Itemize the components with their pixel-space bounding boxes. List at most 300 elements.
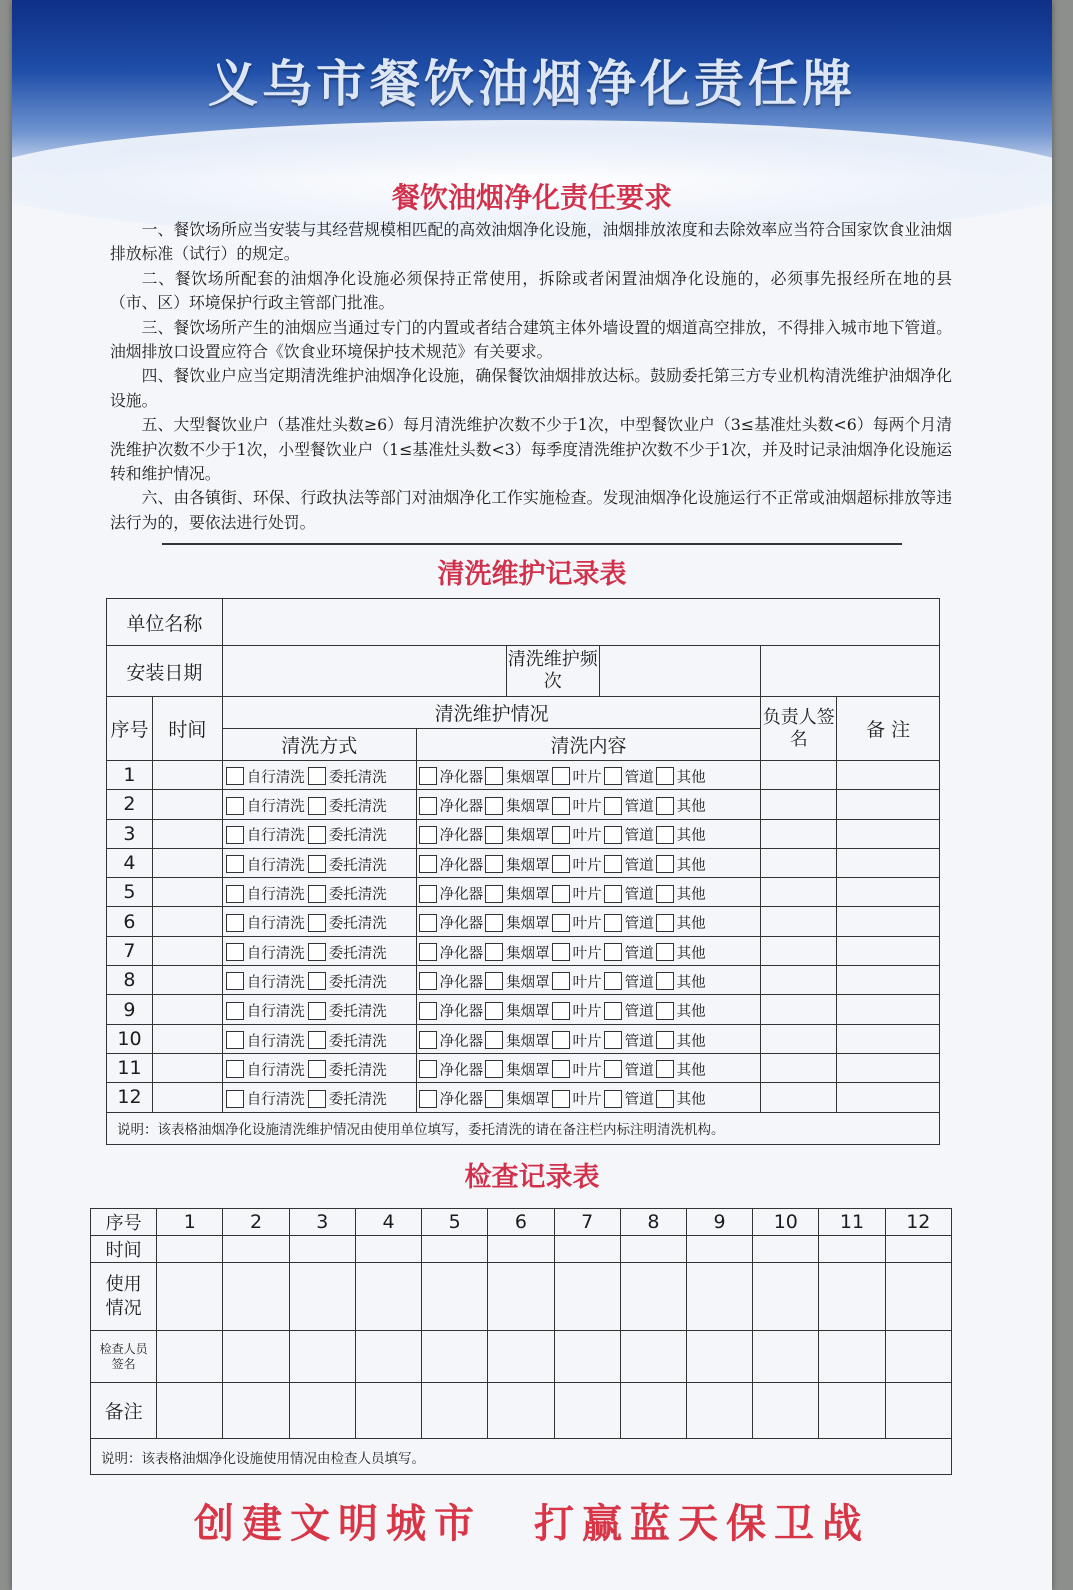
content-option[interactable] <box>604 854 654 875</box>
inspection-field[interactable] <box>488 1263 554 1331</box>
option-label: 其他 <box>676 1033 706 1050</box>
method-option[interactable] <box>308 1059 387 1080</box>
checkbox[interactable] <box>308 1031 326 1049</box>
inspection-field[interactable] <box>289 1383 355 1439</box>
checkbox[interactable] <box>226 1002 244 1020</box>
inspection-field[interactable] <box>885 1331 951 1383</box>
row-content-cell <box>416 1024 761 1053</box>
install-date-field[interactable] <box>223 646 507 696</box>
content-option[interactable] <box>419 795 484 816</box>
option-label: 其他 <box>676 1092 706 1109</box>
checkbox[interactable] <box>419 885 437 903</box>
row-responsible-field[interactable] <box>761 878 837 907</box>
checkbox[interactable] <box>419 1002 437 1020</box>
option-label: 自行清洗 <box>246 1033 305 1050</box>
method-option[interactable] <box>226 942 305 963</box>
row-content-cell <box>416 966 761 995</box>
content-option[interactable] <box>419 883 484 904</box>
content-option[interactable] <box>485 1000 550 1021</box>
content-option[interactable] <box>656 942 706 963</box>
content-option[interactable] <box>419 1000 484 1021</box>
content-option[interactable] <box>656 795 706 816</box>
row-responsible-field[interactable] <box>761 936 837 965</box>
content-option[interactable] <box>552 942 602 963</box>
inspection-field[interactable] <box>355 1236 421 1263</box>
method-option[interactable] <box>226 795 305 816</box>
checkbox[interactable] <box>419 855 437 873</box>
inspection-field[interactable] <box>157 1383 223 1439</box>
method-header: 清洗方式 <box>222 729 416 761</box>
inspection-field[interactable] <box>620 1263 686 1331</box>
content-option[interactable] <box>485 1059 550 1080</box>
method-option[interactable] <box>226 824 305 845</box>
method-option[interactable] <box>308 766 387 787</box>
content-option[interactable] <box>656 824 706 845</box>
inspection-field[interactable] <box>289 1263 355 1331</box>
inspection-field[interactable] <box>819 1263 885 1331</box>
checkbox[interactable] <box>226 943 244 961</box>
checkbox[interactable] <box>656 914 674 932</box>
inspection-field[interactable] <box>620 1331 686 1383</box>
inspection-field[interactable] <box>753 1383 819 1439</box>
row-content-cell <box>416 790 761 819</box>
row-number: 12 <box>107 1083 153 1112</box>
checkbox[interactable] <box>308 767 326 785</box>
row-time-field[interactable] <box>152 790 222 819</box>
checkbox[interactable] <box>656 943 674 961</box>
checkbox[interactable] <box>226 914 244 932</box>
checkbox[interactable] <box>226 1031 244 1049</box>
content-option[interactable] <box>485 1088 550 1109</box>
inspection-field[interactable] <box>686 1263 752 1331</box>
frequency-field-left[interactable] <box>600 646 761 696</box>
option-label: 管道 <box>624 1004 654 1021</box>
content-option[interactable] <box>552 1059 602 1080</box>
checkbox[interactable] <box>419 826 437 844</box>
checkbox[interactable] <box>308 855 326 873</box>
inspection-field[interactable] <box>223 1263 289 1331</box>
checkbox[interactable] <box>485 1031 503 1049</box>
option-label: 叶片 <box>572 1033 602 1050</box>
content-option[interactable] <box>604 912 654 933</box>
option-label: 净化器 <box>439 1062 484 1079</box>
table-row <box>107 761 940 790</box>
inspection-field[interactable] <box>885 1236 951 1263</box>
inspection-field[interactable] <box>157 1331 223 1383</box>
inspection-field[interactable] <box>819 1383 885 1439</box>
checkbox[interactable] <box>604 797 622 815</box>
method-option[interactable] <box>308 1088 387 1109</box>
content-option[interactable] <box>656 912 706 933</box>
row-method-cell <box>222 1024 416 1053</box>
inspection-field[interactable] <box>620 1383 686 1439</box>
method-option[interactable] <box>226 854 305 875</box>
checkbox[interactable] <box>604 943 622 961</box>
content-option[interactable] <box>485 942 550 963</box>
content-option[interactable] <box>604 942 654 963</box>
inspection-field[interactable] <box>819 1331 885 1383</box>
row-method-cell <box>222 878 416 907</box>
checkbox[interactable] <box>485 943 503 961</box>
checkbox[interactable] <box>604 914 622 932</box>
content-option[interactable] <box>419 1088 484 1109</box>
checkbox[interactable] <box>419 767 437 785</box>
content-option[interactable] <box>552 795 602 816</box>
checkbox[interactable] <box>656 885 674 903</box>
row-responsible-field[interactable] <box>761 761 837 790</box>
option-label: 净化器 <box>439 857 484 874</box>
inspection-field[interactable] <box>289 1331 355 1383</box>
row-time-field[interactable] <box>152 1053 222 1082</box>
content-option[interactable] <box>485 795 550 816</box>
row-time-field[interactable] <box>152 966 222 995</box>
checkbox[interactable] <box>308 914 326 932</box>
inspection-field[interactable] <box>686 1383 752 1439</box>
checkbox[interactable] <box>656 1002 674 1020</box>
inspection-field[interactable] <box>355 1263 421 1331</box>
option-label: 委托清洗 <box>328 916 387 933</box>
row-remark-field[interactable] <box>837 1083 940 1112</box>
inspection-field[interactable] <box>753 1263 819 1331</box>
content-option[interactable] <box>656 1059 706 1080</box>
inspection-field[interactable] <box>885 1263 951 1331</box>
row-time-field[interactable] <box>152 819 222 848</box>
row-responsible-field[interactable] <box>761 995 837 1024</box>
checkbox[interactable] <box>308 972 326 990</box>
inspection-field[interactable] <box>620 1236 686 1263</box>
checkbox[interactable] <box>226 826 244 844</box>
method-option[interactable] <box>308 1000 387 1021</box>
content-option[interactable] <box>656 1000 706 1021</box>
row-remark-field[interactable] <box>837 848 940 877</box>
checkbox[interactable] <box>656 1031 674 1049</box>
method-option[interactable] <box>226 912 305 933</box>
row-responsible-field[interactable] <box>761 1053 837 1082</box>
content-option[interactable] <box>604 766 654 787</box>
checkbox[interactable] <box>308 1060 326 1078</box>
checkbox[interactable] <box>485 914 503 932</box>
checkbox[interactable] <box>485 1060 503 1078</box>
checkbox[interactable] <box>656 972 674 990</box>
install-date-label: 安装日期 <box>107 646 223 697</box>
checkbox[interactable] <box>485 1090 503 1108</box>
row-responsible-field[interactable] <box>761 907 837 936</box>
checkbox[interactable] <box>604 1002 622 1020</box>
checkbox[interactable] <box>604 972 622 990</box>
row-content-cell <box>416 878 761 907</box>
inspection-field[interactable] <box>488 1236 554 1263</box>
row-responsible-field[interactable] <box>761 1024 837 1053</box>
content-option[interactable] <box>656 766 706 787</box>
content-option[interactable] <box>552 824 602 845</box>
content-option[interactable] <box>552 971 602 992</box>
content-option[interactable] <box>552 883 602 904</box>
method-option[interactable] <box>308 1030 387 1051</box>
content-option[interactable] <box>552 854 602 875</box>
checkbox[interactable] <box>485 1002 503 1020</box>
checkbox[interactable] <box>552 885 570 903</box>
method-option[interactable] <box>308 824 387 845</box>
inspection-column-number: 11 <box>819 1209 885 1236</box>
checkbox[interactable] <box>419 972 437 990</box>
inspection-field[interactable] <box>157 1263 223 1331</box>
checkbox[interactable] <box>226 885 244 903</box>
checkbox[interactable] <box>604 1090 622 1108</box>
checkbox[interactable] <box>419 1090 437 1108</box>
option-label: 管道 <box>624 799 654 816</box>
checkbox[interactable] <box>656 797 674 815</box>
method-option[interactable] <box>308 854 387 875</box>
row-remark-field[interactable] <box>837 936 940 965</box>
method-option[interactable] <box>308 942 387 963</box>
checkbox[interactable] <box>552 1002 570 1020</box>
maintenance-record-table <box>106 598 940 1145</box>
row-remark-field[interactable] <box>837 790 940 819</box>
install-date-split <box>222 646 761 697</box>
inspection-field[interactable] <box>223 1331 289 1383</box>
content-option[interactable] <box>485 1030 550 1051</box>
inspection-field[interactable] <box>686 1331 752 1383</box>
option-label: 委托清洗 <box>328 769 387 786</box>
inspection-field[interactable] <box>289 1236 355 1263</box>
content-option[interactable] <box>552 1030 602 1051</box>
content-option[interactable] <box>419 1059 484 1080</box>
checkbox[interactable] <box>308 943 326 961</box>
inspection-field[interactable] <box>422 1263 488 1331</box>
frequency-field[interactable] <box>761 646 940 697</box>
checkbox[interactable] <box>552 826 570 844</box>
method-option[interactable] <box>226 1059 305 1080</box>
row-remark-field[interactable] <box>837 761 940 790</box>
row-responsible-field[interactable] <box>761 966 837 995</box>
inspection-field[interactable] <box>422 1383 488 1439</box>
checkbox[interactable] <box>552 1090 570 1108</box>
checkbox[interactable] <box>419 1060 437 1078</box>
method-option[interactable] <box>308 912 387 933</box>
checkbox[interactable] <box>656 855 674 873</box>
row-responsible-field[interactable] <box>761 848 837 877</box>
content-option[interactable] <box>604 824 654 845</box>
row-remark-field[interactable] <box>837 995 940 1024</box>
content-option[interactable] <box>604 883 654 904</box>
content-option[interactable] <box>419 912 484 933</box>
row-remark-field[interactable] <box>837 966 940 995</box>
content-option[interactable] <box>552 912 602 933</box>
method-option[interactable] <box>226 883 305 904</box>
content-option[interactable] <box>656 854 706 875</box>
row-time-field[interactable] <box>152 761 222 790</box>
inspection-field[interactable] <box>554 1383 620 1439</box>
content-option[interactable] <box>604 1088 654 1109</box>
option-label: 叶片 <box>572 828 602 845</box>
option-label: 自行清洗 <box>246 1092 305 1109</box>
content-option[interactable] <box>419 766 484 787</box>
content-option[interactable] <box>485 766 550 787</box>
row-number: 8 <box>107 966 153 995</box>
content-option[interactable] <box>656 883 706 904</box>
inspection-field[interactable] <box>157 1236 223 1263</box>
inspection-field[interactable] <box>686 1236 752 1263</box>
content-option[interactable] <box>485 824 550 845</box>
checkbox[interactable] <box>485 767 503 785</box>
inspection-field[interactable] <box>819 1236 885 1263</box>
content-option[interactable] <box>656 1030 706 1051</box>
content-option[interactable] <box>552 766 602 787</box>
checkbox[interactable] <box>226 855 244 873</box>
checkbox[interactable] <box>552 943 570 961</box>
checkbox[interactable] <box>604 767 622 785</box>
content-option[interactable] <box>419 942 484 963</box>
checkbox[interactable] <box>308 885 326 903</box>
option-label: 自行清洗 <box>246 799 305 816</box>
option-label: 集烟罩 <box>506 769 550 786</box>
checkbox[interactable] <box>485 797 503 815</box>
inspection-field[interactable] <box>422 1331 488 1383</box>
checkbox[interactable] <box>419 914 437 932</box>
content-option[interactable] <box>604 795 654 816</box>
content-option[interactable] <box>485 883 550 904</box>
inspection-column-number: 2 <box>223 1209 289 1236</box>
checkbox[interactable] <box>485 855 503 873</box>
row-remark-field[interactable] <box>837 907 940 936</box>
checkbox[interactable] <box>485 885 503 903</box>
checkbox[interactable] <box>419 943 437 961</box>
checkbox[interactable] <box>485 826 503 844</box>
checkbox[interactable] <box>552 797 570 815</box>
option-label: 自行清洗 <box>246 916 305 933</box>
row-time-field[interactable] <box>152 907 222 936</box>
checkbox[interactable] <box>485 972 503 990</box>
inspection-field[interactable] <box>355 1331 421 1383</box>
row-content-cell <box>416 1083 761 1112</box>
inspection-field[interactable] <box>223 1383 289 1439</box>
content-option[interactable] <box>419 971 484 992</box>
checkbox[interactable] <box>656 1060 674 1078</box>
content-option[interactable] <box>485 971 550 992</box>
method-option[interactable] <box>226 971 305 992</box>
inspection-field[interactable] <box>223 1236 289 1263</box>
option-label: 净化器 <box>439 1033 484 1050</box>
row-remark-field[interactable] <box>837 819 940 848</box>
row-time-field[interactable] <box>152 848 222 877</box>
content-option[interactable] <box>604 1030 654 1051</box>
checkbox[interactable] <box>552 1060 570 1078</box>
inspection-field[interactable] <box>554 1263 620 1331</box>
checkbox[interactable] <box>552 855 570 873</box>
checkbox[interactable] <box>604 1060 622 1078</box>
content-option[interactable] <box>604 971 654 992</box>
content-option[interactable] <box>485 854 550 875</box>
method-option[interactable] <box>308 883 387 904</box>
row-time-field[interactable] <box>152 1083 222 1112</box>
inspection-field[interactable] <box>488 1331 554 1383</box>
checkbox[interactable] <box>226 797 244 815</box>
unit-name-field[interactable] <box>222 599 939 646</box>
option-label: 委托清洗 <box>328 1033 387 1050</box>
row-number: 11 <box>107 1053 153 1082</box>
checkbox[interactable] <box>656 826 674 844</box>
checkbox[interactable] <box>226 1060 244 1078</box>
content-option[interactable] <box>419 854 484 875</box>
row-time-field[interactable] <box>152 995 222 1024</box>
checkbox[interactable] <box>552 972 570 990</box>
row-time-field[interactable] <box>152 1024 222 1053</box>
content-option[interactable] <box>604 1059 654 1080</box>
checkbox[interactable] <box>604 885 622 903</box>
requirements-text <box>110 218 952 535</box>
checkbox[interactable] <box>552 914 570 932</box>
checkbox[interactable] <box>226 767 244 785</box>
inspection-field[interactable] <box>753 1236 819 1263</box>
option-label: 委托清洗 <box>328 828 387 845</box>
row-responsible-field[interactable] <box>761 819 837 848</box>
row-responsible-field[interactable] <box>761 790 837 819</box>
inspection-field[interactable] <box>885 1383 951 1439</box>
inspection-record-title: 检查记录表 <box>464 1162 600 1193</box>
content-option[interactable] <box>419 1030 484 1051</box>
inspection-field[interactable] <box>488 1383 554 1439</box>
checkbox[interactable] <box>226 972 244 990</box>
content-option[interactable] <box>604 1000 654 1021</box>
checkbox[interactable] <box>552 767 570 785</box>
row-number: 2 <box>107 790 153 819</box>
content-option[interactable] <box>485 912 550 933</box>
checkbox[interactable] <box>604 855 622 873</box>
inspection-field[interactable] <box>554 1331 620 1383</box>
checkbox[interactable] <box>308 797 326 815</box>
method-option[interactable] <box>226 1030 305 1051</box>
method-option[interactable] <box>226 1000 305 1021</box>
inspection-field[interactable] <box>422 1236 488 1263</box>
checkbox[interactable] <box>308 826 326 844</box>
option-label: 净化器 <box>439 1004 484 1021</box>
content-option[interactable] <box>419 824 484 845</box>
option-label: 自行清洗 <box>246 945 305 962</box>
method-option[interactable] <box>226 766 305 787</box>
checkbox[interactable] <box>226 1090 244 1108</box>
checkbox[interactable] <box>656 1090 674 1108</box>
row-method-cell <box>222 761 416 790</box>
checkbox[interactable] <box>656 767 674 785</box>
row-remark-field[interactable] <box>837 878 940 907</box>
table-row <box>107 848 940 877</box>
method-option[interactable] <box>226 1088 305 1109</box>
checkbox[interactable] <box>419 1031 437 1049</box>
row-responsible-field[interactable] <box>761 1083 837 1112</box>
checkbox[interactable] <box>308 1090 326 1108</box>
inspection-field[interactable] <box>554 1236 620 1263</box>
row-time-field[interactable] <box>152 878 222 907</box>
option-label: 其他 <box>676 799 706 816</box>
checkbox[interactable] <box>308 1002 326 1020</box>
inspection-field[interactable] <box>355 1383 421 1439</box>
inspection-field[interactable] <box>753 1331 819 1383</box>
content-option[interactable] <box>656 971 706 992</box>
row-remark-field[interactable] <box>837 1024 940 1053</box>
method-option[interactable] <box>308 971 387 992</box>
checkbox[interactable] <box>419 797 437 815</box>
checkbox[interactable] <box>604 826 622 844</box>
table-row <box>107 966 940 995</box>
checkbox[interactable] <box>552 1031 570 1049</box>
row-time-field[interactable] <box>152 936 222 965</box>
checkbox[interactable] <box>604 1031 622 1049</box>
content-option[interactable] <box>552 1000 602 1021</box>
method-option[interactable] <box>308 795 387 816</box>
content-option[interactable] <box>656 1088 706 1109</box>
content-option[interactable] <box>552 1088 602 1109</box>
row-remark-field[interactable] <box>837 1053 940 1082</box>
